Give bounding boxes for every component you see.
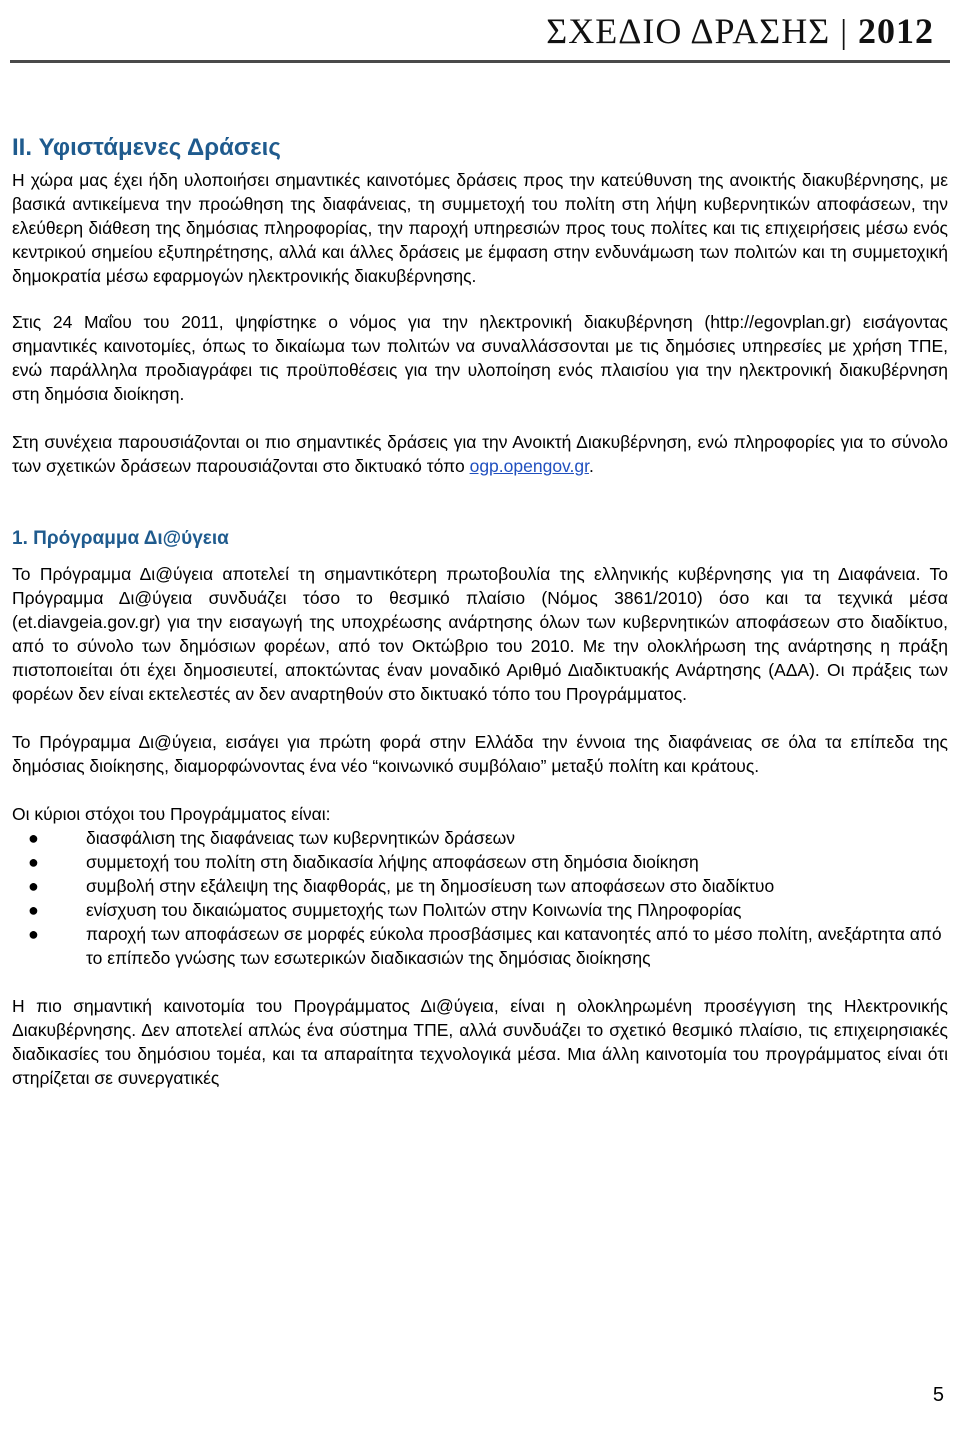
subsection-heading: 1. Πρόγραμμα Δι@ύγεια [12,528,229,549]
opengov-link[interactable]: ogp.opengov.gr [469,456,589,476]
list-item [12,850,948,874]
header-divider [10,60,950,63]
list-item [12,922,948,970]
subsection-paragraph-1: Το Πρόγραμμα Δι@ύγεια αποτελεί τη σημαντικότερη πρωτοβουλία της ελληνικής κυβέρνησης για τη Διαφάνεια. Το Πρόγραμμα Δι@ύγεια συνδυάζει τόσο το θεσμικό πλαίσιο (Νόμος 3861/2010) όσο και τα τεχνικά μέσα (et.diavgeia.gov.gr) για την εισαγωγή της υποχρέωσης ανάρτησης όλων των κυβερνητικών αποφάσεων στο διαδίκτυο, από το σύνολο των δημόσιων φορέων, από τον Οκτώβριο του 2010. Με την ολοκλήρωση της ανάρτησης η πράξη πιστοποιείται ότι έχει δημοσιευτεί, αποκτώντας έναν μοναδικό Αριθμό Διαδικτυακής Ανάρτησης (ΑΔΑ). Οι πράξεις των φορέων δεν είναι εκτελεστές αν δεν αναρτηθούν στο δικτυακό τόπο του Προγράμματος. [12,564,948,704]
list-item-text: συμμετοχή του πολίτη στη διαδικασία λήψης αποφάσεων στη δημόσια διοίκηση [86,852,699,872]
subsection-paragraph-3: Η πιο σημαντική καινοτομία του Προγράμματος Δι@ύγεια, είναι η ολοκληρωμένη προσέγγιση της Ηλεκτρονικής Διακυβέρνησης. Δεν αποτελεί απλώς ένα σύστημα ΤΠΕ, αλλά συνδυάζει το σχετικό θεσμικό πλαίσιο, τις επιχειρησιακές διαδικασίες του δημόσιου τομέα, και τα απαραίτητα τεχνολογικά μέσα. Μια άλλη καινοτομία του προγράμματος είναι ότι στηρίζεται σε συνεργατικές [12,996,948,1088]
bullet-icon: ● [28,876,39,896]
document-header-title [546,10,934,52]
subsection-paragraph-2: Το Πρόγραμμα Δι@ύγεια, εισάγει για πρώτη φορά στην Ελλάδα την έννοια της διαφάνειας σε όλα τα επίπεδα της δημόσιας διοίκησης, διαμορφώνοντας ένα νέο “κοινωνικό συμβόλαιο” μεταξύ πολίτη και κράτους. [12,732,948,776]
header-title-main: ΣΧΕΔΙΟ ΔΡΑΣΗΣ [546,11,831,51]
bullet-icon: ● [28,900,39,920]
list-item [12,826,948,850]
section-paragraph-3-text: Στη συνέχεια παρουσιάζονται οι πιο σημαντικές δράσεις για την Ανοικτή Διακυβέρνηση, ενώ πληροφορίες για το σύνολο των σχετικών δράσεων παρουσιάζονται στο δικτυακό τόπο [12,432,948,476]
goals-list [12,826,948,970]
bullet-icon: ● [28,852,39,872]
goals-intro: Οι κύριοι στόχοι του Προγράμματος είναι: [12,804,331,824]
bullet-icon: ● [28,924,39,944]
section-paragraph-2: Στις 24 Μαΐου του 2011, ψηφίστηκε ο νόμος για την ηλεκτρονική διακυβέρνηση (http://egovplan.gr) εισάγοντας σημαντικές καινοτομίες, όπως το δικαίωμα των πολιτών να συναλλάσσονται με τις δημόσιες υπηρεσίες με χρήση ΤΠΕ, ενώ παράλληλα προδιαγράφει τις προϋποθέσεις για την υλοποίηση ενός πλαισίου για την ηλεκτρονική διακυβέρνηση στη δημόσια διοίκηση. [12,312,948,404]
list-item [12,874,948,898]
header-year: 2012 [858,11,934,51]
header-separator: | [840,14,848,51]
page-number: 5 [932,1384,944,1406]
document-body [12,132,948,1090]
bullet-icon: ● [28,828,39,848]
section-paragraph-3 [12,430,948,478]
list-item-text: παροχή των αποφάσεων σε μορφές εύκολα προσβάσιμες και κατανοητές από το μέσο πολίτη, ανεξάρτητα από το επίπεδο γνώσης των εσωτερικών διαδικασιών της δημόσιας διοίκησης [86,924,942,968]
section-heading: II. Υφιστάμενες Δράσεις [12,134,281,161]
section-paragraph-3-end: . [588,456,594,476]
list-item-text: ενίσχυση του δικαιώματος συμμετοχής των Πολιτών στην Κοινωνία της Πληροφορίας [86,900,742,920]
section-paragraph-1: Η χώρα μας έχει ήδη υλοποιήσει σημαντικές καινοτόμες δράσεις προς την κατεύθυνση της ανοικτής διακυβέρνησης, με βασικά αντικείμενα την προώθηση της διαφάνειας, τη συμμετοχή του πολίτη στη λήψη κυβερνητικών αποφάσεων, την ελεύθερη διάθεση της δημόσιας πληροφορίας, την παροχή υπηρεσιών προς τους πολίτες και τις επιχειρήσεις μέσω ενός κεντρικού σημείου εξυπηρέτησης, αλλά και άλλες δράσεις με έμφαση στην ενδυνάμωση των πολιτών και τη συμμετοχική δημοκρατία μέσω εφαρμογών ηλεκτρονικής διακυβέρνησης. [12,170,948,286]
list-item [12,898,948,922]
list-item-text: συμβολή στην εξάλειψη της διαφθοράς, με τη δημοσίευση των αποφάσεων στο διαδίκτυο [86,876,775,896]
list-item-text: διασφάλιση της διαφάνειας των κυβερνητικών δράσεων [86,828,516,848]
